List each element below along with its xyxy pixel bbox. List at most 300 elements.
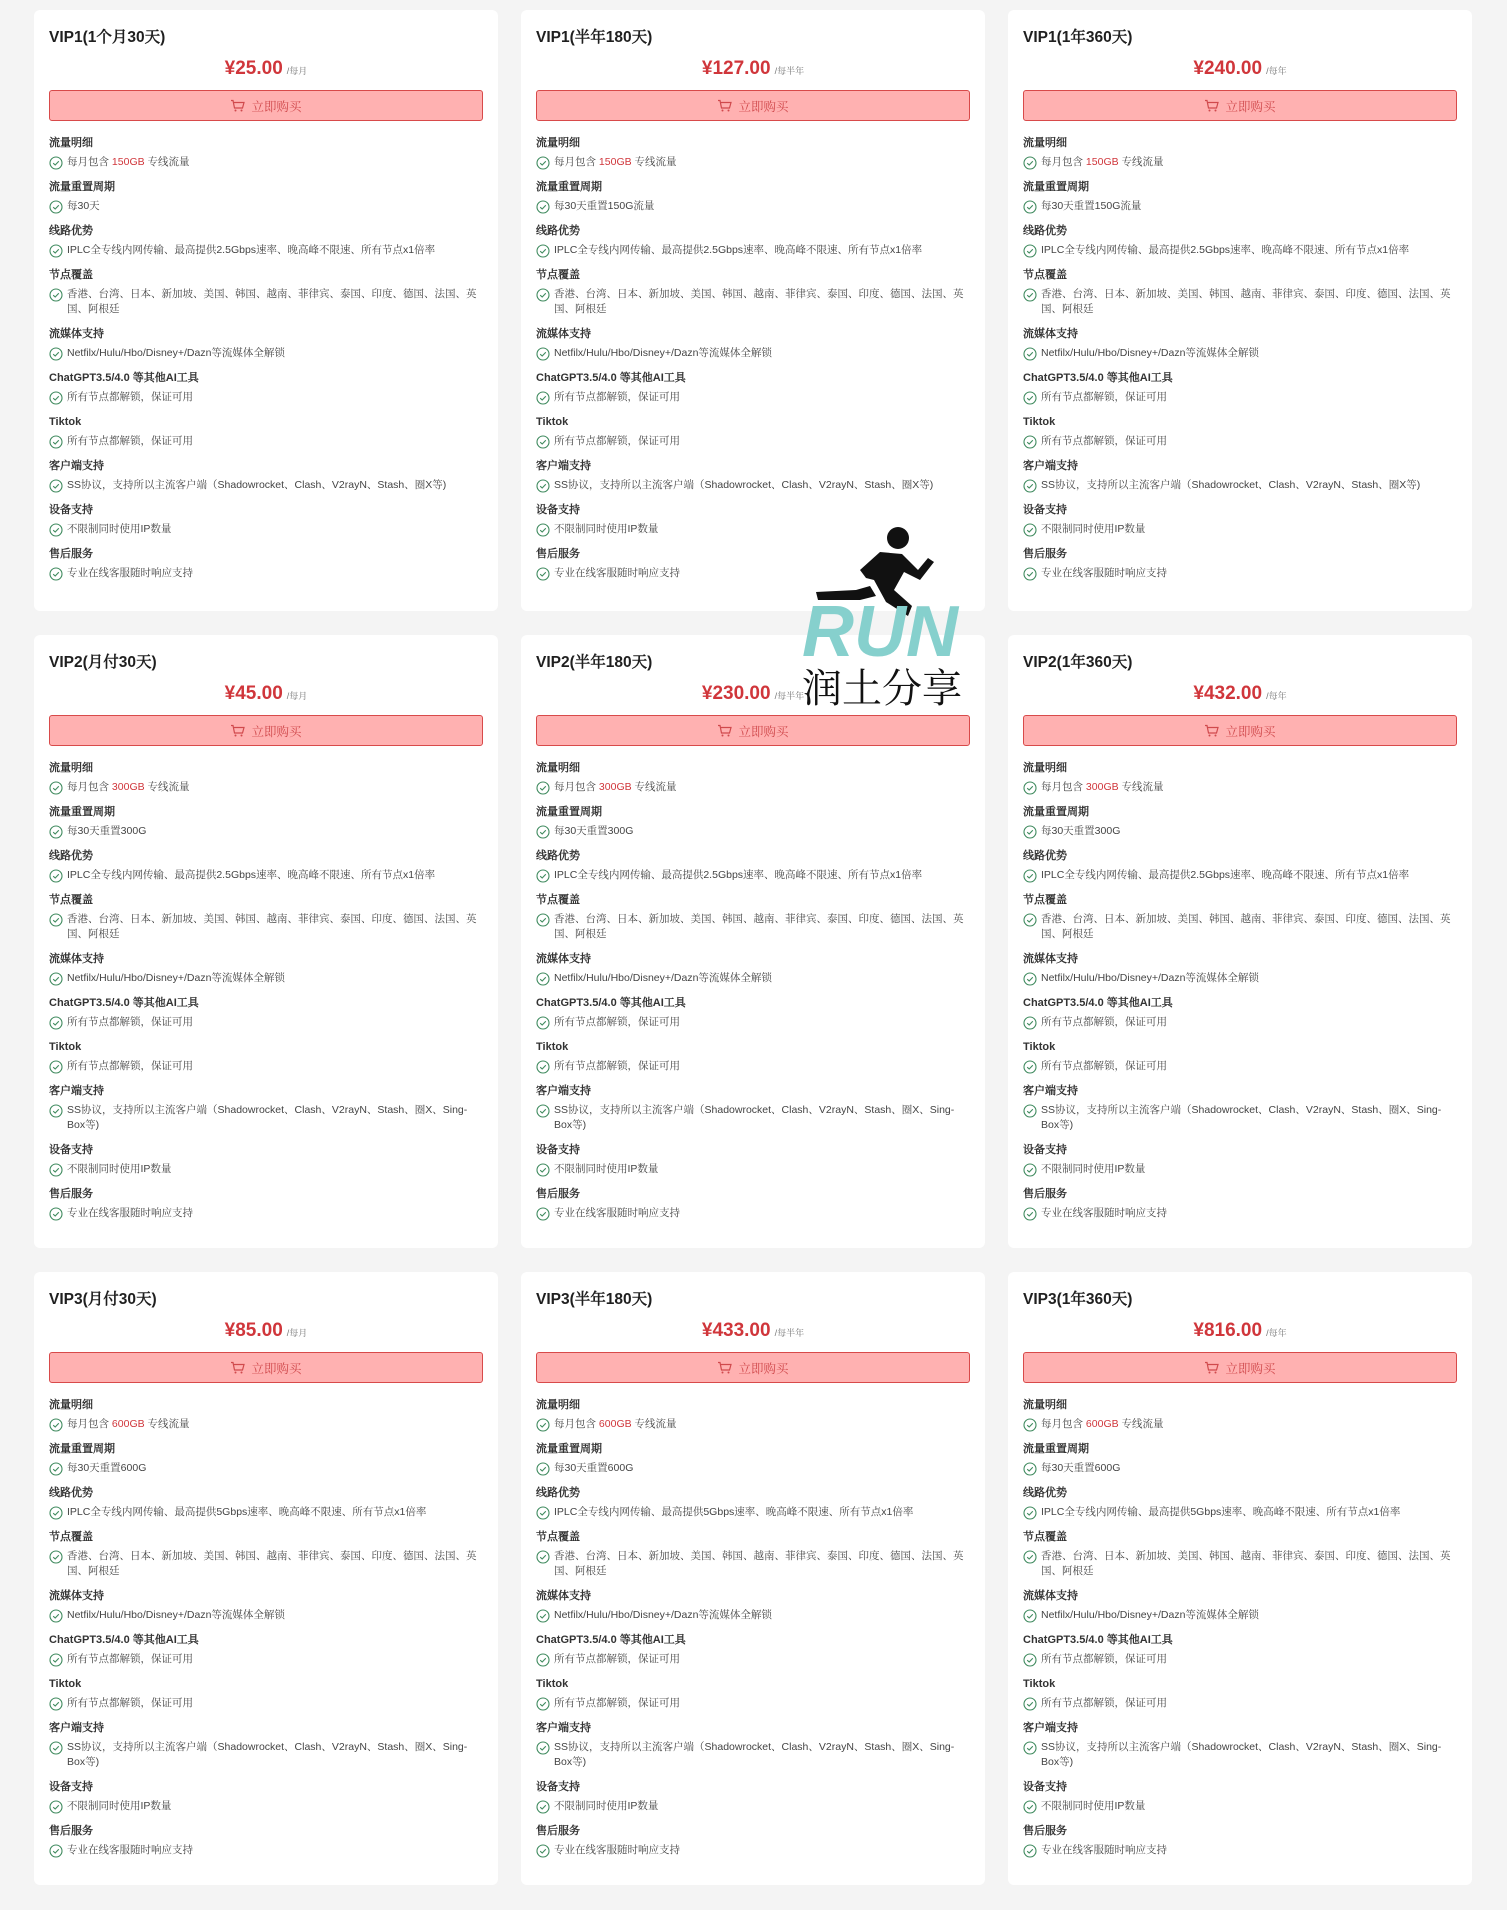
- check-circle-icon: [49, 1163, 63, 1177]
- feature-heading: 流媒体支持: [1023, 328, 1078, 340]
- feature-text: Netfilx/Hulu/Hbo/Disney+/Dazn等流媒体全解锁: [554, 347, 772, 359]
- plan-title: VIP2(1年360天): [1023, 654, 1133, 671]
- feature-item: [49, 969, 483, 993]
- plan-card: [521, 1272, 985, 1885]
- check-circle-icon: [49, 1506, 63, 1520]
- check-circle-icon: [49, 1844, 63, 1858]
- feature-item: [1023, 866, 1457, 890]
- price-row: [49, 1320, 483, 1350]
- feature-item: [536, 476, 970, 500]
- check-circle-icon: [1023, 1104, 1037, 1118]
- feature-text: 不限制同时使用IP数量: [1041, 1163, 1146, 1175]
- feature-item: [49, 910, 483, 949]
- buy-button[interactable]: [1023, 715, 1457, 746]
- feature-item: [49, 1797, 483, 1821]
- cart-icon: [1204, 724, 1219, 737]
- check-circle-icon: [49, 479, 63, 493]
- feature-text: 香港、台湾、日本、新加坡、美国、韩国、越南、菲律宾、泰国、印度、德国、法国、英国、阿根廷: [554, 288, 964, 315]
- check-circle-icon: [1023, 435, 1037, 449]
- buy-button-label: 立即购买: [738, 1361, 789, 1376]
- feature-item: [1023, 1459, 1457, 1483]
- check-circle-icon: [536, 1207, 550, 1221]
- feature-heading: 流量明细: [49, 137, 93, 149]
- check-circle-icon: [49, 1016, 63, 1030]
- traffic-prefix: 每月包含: [67, 156, 112, 168]
- feature-heading: 流量重置周期: [536, 181, 602, 193]
- feature-item: [49, 822, 483, 846]
- feature-text: 每30天重置600G: [554, 1462, 634, 1474]
- plan-price: ¥816.00: [1193, 1320, 1263, 1341]
- feature-heading: 客户端支持: [1023, 1722, 1078, 1734]
- check-circle-icon: [536, 1697, 550, 1711]
- feature-heading: 线路优势: [49, 1487, 93, 1499]
- feature-text: [1041, 1417, 1164, 1432]
- feature-text: 所有节点都解锁，保证可用: [67, 1697, 193, 1709]
- feature-text: 不限制同时使用IP数量: [554, 1163, 659, 1175]
- check-circle-icon: [536, 1741, 550, 1755]
- feature-item: [1023, 1738, 1457, 1777]
- traffic-prefix: 每月包含: [67, 1418, 112, 1430]
- feature-heading: 节点覆盖: [1023, 269, 1067, 281]
- feature-heading: 流量明细: [536, 1399, 580, 1411]
- feature-heading: 节点覆盖: [536, 1531, 580, 1543]
- feature-item: [49, 285, 483, 324]
- traffic-suffix: 专线流量: [631, 1418, 677, 1430]
- feature-text: 专业在线客服随时响应支持: [1041, 1207, 1167, 1219]
- feature-text: 所有节点都解锁，保证可用: [67, 1016, 193, 1028]
- feature-text: SS协议，支持所以主流客户端（Shadowrocket、Clash、V2rayN、Stash、圈X、Sing-Box等): [1041, 1741, 1442, 1768]
- feature-item: [1023, 1101, 1457, 1140]
- check-circle-icon: [1023, 347, 1037, 361]
- feature-item: [1023, 822, 1457, 846]
- plan-card: [521, 635, 985, 1248]
- price-row: [49, 683, 483, 713]
- feature-heading: 设备支持: [536, 1781, 580, 1793]
- plan-price: ¥240.00: [1193, 58, 1263, 79]
- feature-item: [536, 153, 970, 177]
- feature-item: [49, 520, 483, 544]
- feature-heading: ChatGPT3.5/4.0 等其他AI工具: [1023, 997, 1173, 1009]
- traffic-suffix: 专线流量: [144, 1418, 190, 1430]
- feature-text: 所有节点都解锁，保证可用: [1041, 1653, 1167, 1665]
- feature-heading: 设备支持: [49, 1781, 93, 1793]
- feature-heading: 客户端支持: [536, 1722, 591, 1734]
- feature-text: [554, 780, 677, 795]
- feature-item: [49, 1204, 483, 1228]
- check-circle-icon: [536, 972, 550, 986]
- traffic-suffix: 专线流量: [144, 156, 190, 168]
- feature-text: 每30天重置300G: [67, 825, 147, 837]
- plan-title: VIP1(1个月30天): [49, 29, 166, 46]
- feature-text: 不限制同时使用IP数量: [67, 523, 172, 535]
- plan-title: VIP1(1年360天): [1023, 29, 1133, 46]
- traffic-prefix: 每月包含: [1041, 156, 1086, 168]
- feature-item: [1023, 476, 1457, 500]
- feature-heading: 售后服务: [1023, 548, 1067, 560]
- feature-item: [1023, 969, 1457, 993]
- feature-item: [1023, 1204, 1457, 1228]
- feature-item: [536, 1841, 970, 1865]
- traffic-amount: 600GB: [111, 1418, 145, 1430]
- check-circle-icon: [49, 1609, 63, 1623]
- check-circle-icon: [1023, 523, 1037, 537]
- feature-text: 所有节点都解锁，保证可用: [67, 435, 193, 447]
- feature-heading: 流量重置周期: [1023, 1443, 1089, 1455]
- feature-heading: 节点覆盖: [536, 894, 580, 906]
- traffic-amount: 300GB: [1085, 781, 1119, 793]
- feature-item: [49, 1841, 483, 1865]
- feature-item: [49, 153, 483, 177]
- feature-heading: 节点覆盖: [536, 269, 580, 281]
- buy-button[interactable]: [1023, 1352, 1457, 1383]
- feature-item: [49, 1013, 483, 1037]
- check-circle-icon: [536, 781, 550, 795]
- plan-price: ¥433.00: [701, 1320, 771, 1341]
- feature-text: [67, 780, 190, 795]
- feature-list: [1023, 1395, 1457, 1865]
- traffic-suffix: 专线流量: [1118, 1418, 1164, 1430]
- check-circle-icon: [536, 1550, 550, 1564]
- check-circle-icon: [536, 869, 550, 883]
- traffic-suffix: 专线流量: [1118, 156, 1164, 168]
- feature-text: 每30天重置150G流量: [554, 200, 655, 212]
- feature-heading: 流量重置周期: [536, 1443, 602, 1455]
- feature-text: 所有节点都解锁，保证可用: [1041, 1016, 1167, 1028]
- feature-item: [49, 197, 483, 221]
- feature-item: [536, 1547, 970, 1586]
- feature-item: [1023, 197, 1457, 221]
- feature-heading: 流量明细: [536, 762, 580, 774]
- check-circle-icon: [49, 869, 63, 883]
- traffic-amount: 600GB: [598, 1418, 632, 1430]
- check-circle-icon: [536, 200, 550, 214]
- traffic-prefix: 每月包含: [554, 1418, 599, 1430]
- feature-text: 专业在线客服随时响应支持: [554, 567, 680, 579]
- feature-list: [536, 758, 970, 1228]
- traffic-amount: 150GB: [111, 156, 145, 168]
- check-circle-icon: [1023, 1800, 1037, 1814]
- check-circle-icon: [49, 1741, 63, 1755]
- feature-text: 专业在线客服随时响应支持: [554, 1207, 680, 1219]
- feature-heading: ChatGPT3.5/4.0 等其他AI工具: [1023, 1634, 1173, 1646]
- feature-heading: Tiktok: [536, 1678, 569, 1690]
- feature-item: [49, 1160, 483, 1184]
- check-circle-icon: [49, 156, 63, 170]
- feature-heading: Tiktok: [536, 416, 569, 428]
- feature-heading: 设备支持: [1023, 1144, 1067, 1156]
- feature-text: SS协议，支持所以主流客户端（Shadowrocket、Clash、V2rayN、Stash、圈X、Sing-Box等): [554, 1741, 955, 1768]
- feature-text: [67, 1417, 190, 1432]
- check-circle-icon: [49, 244, 63, 258]
- feature-text: 香港、台湾、日本、新加坡、美国、韩国、越南、菲律宾、泰国、印度、德国、法国、英国、阿根廷: [554, 913, 964, 940]
- feature-item: [49, 1606, 483, 1630]
- buy-button[interactable]: [49, 1352, 483, 1383]
- feature-item: [1023, 564, 1457, 588]
- feature-item: [1023, 1057, 1457, 1081]
- feature-heading: 客户端支持: [49, 460, 104, 472]
- feature-text: 不限制同时使用IP数量: [67, 1163, 172, 1175]
- plan-period: /每月: [286, 66, 308, 76]
- feature-text: IPLC全专线内网传输、最高提供2.5Gbps速率、晚高峰不限速、所有节点x1倍率: [554, 244, 923, 256]
- feature-heading: ChatGPT3.5/4.0 等其他AI工具: [49, 372, 199, 384]
- feature-heading: 线路优势: [49, 850, 93, 862]
- cart-icon: [717, 99, 732, 112]
- feature-heading: 客户端支持: [1023, 1085, 1078, 1097]
- feature-text: [1041, 780, 1164, 795]
- check-circle-icon: [49, 567, 63, 581]
- feature-heading: 售后服务: [536, 1825, 580, 1837]
- feature-text: IPLC全专线内网传输、最高提供2.5Gbps速率、晚高峰不限速、所有节点x1倍率: [1041, 244, 1410, 256]
- check-circle-icon: [1023, 1418, 1037, 1432]
- traffic-prefix: 每月包含: [67, 781, 112, 793]
- traffic-prefix: 每月包含: [554, 781, 599, 793]
- plan-price: ¥432.00: [1193, 683, 1263, 704]
- watermark-logo: [800, 518, 985, 708]
- feature-text: 所有节点都解锁，保证可用: [554, 1653, 680, 1665]
- feature-heading: 设备支持: [49, 1144, 93, 1156]
- feature-item: [536, 866, 970, 890]
- feature-text: 香港、台湾、日本、新加坡、美国、韩国、越南、菲律宾、泰国、印度、德国、法国、英国、阿根廷: [554, 1550, 964, 1577]
- plan-title: VIP3(月付30天): [49, 1291, 157, 1308]
- feature-heading: 流量明细: [536, 137, 580, 149]
- check-circle-icon: [536, 1060, 550, 1074]
- feature-text: [67, 155, 190, 170]
- feature-item: [536, 778, 970, 802]
- feature-text: IPLC全专线内网传输、最高提供5Gbps速率、晚高峰不限速、所有节点x1倍率: [67, 1506, 427, 1518]
- check-circle-icon: [1023, 1741, 1037, 1755]
- feature-item: [536, 285, 970, 324]
- feature-text: 所有节点都解锁，保证可用: [1041, 435, 1167, 447]
- feature-heading: ChatGPT3.5/4.0 等其他AI工具: [1023, 372, 1173, 384]
- feature-item: [536, 1503, 970, 1527]
- feature-text: Netfilx/Hulu/Hbo/Disney+/Dazn等流媒体全解锁: [1041, 972, 1259, 984]
- feature-text: 专业在线客服随时响应支持: [67, 1207, 193, 1219]
- feature-item: [49, 1459, 483, 1483]
- check-circle-icon: [49, 1104, 63, 1118]
- feature-item: [536, 1101, 970, 1140]
- feature-heading: 线路优势: [536, 225, 580, 237]
- feature-heading: 客户端支持: [49, 1085, 104, 1097]
- feature-text: 专业在线客服随时响应支持: [67, 1844, 193, 1856]
- check-circle-icon: [49, 288, 63, 302]
- feature-item: [1023, 285, 1457, 324]
- feature-heading: 节点覆盖: [49, 1531, 93, 1543]
- buy-button[interactable]: [536, 715, 970, 746]
- feature-heading: 售后服务: [49, 548, 93, 560]
- feature-text: Netfilx/Hulu/Hbo/Disney+/Dazn等流媒体全解锁: [554, 1609, 772, 1621]
- check-circle-icon: [536, 244, 550, 258]
- check-circle-icon: [1023, 869, 1037, 883]
- feature-text: 所有节点都解锁，保证可用: [1041, 1697, 1167, 1709]
- plan-card: [1008, 10, 1472, 611]
- watermark-word: RUN: [802, 592, 958, 672]
- buy-button[interactable]: [49, 715, 483, 746]
- check-circle-icon: [1023, 1016, 1037, 1030]
- feature-text: 所有节点都解锁，保证可用: [554, 1697, 680, 1709]
- feature-text: 专业在线客服随时响应支持: [67, 567, 193, 579]
- feature-heading: 客户端支持: [536, 1085, 591, 1097]
- feature-item: [49, 432, 483, 456]
- buy-button-label: 立即购买: [1225, 1361, 1276, 1376]
- check-circle-icon: [49, 200, 63, 214]
- check-circle-icon: [49, 913, 63, 927]
- feature-item: [49, 476, 483, 500]
- feature-heading: ChatGPT3.5/4.0 等其他AI工具: [536, 1634, 686, 1646]
- check-circle-icon: [1023, 1609, 1037, 1623]
- check-circle-icon: [1023, 1207, 1037, 1221]
- plan-title: VIP3(1年360天): [1023, 1291, 1133, 1308]
- feature-text: Netfilx/Hulu/Hbo/Disney+/Dazn等流媒体全解锁: [67, 1609, 285, 1621]
- check-circle-icon: [1023, 913, 1037, 927]
- buy-button-label: 立即购买: [251, 724, 302, 739]
- price-row: [536, 1320, 970, 1350]
- feature-heading: Tiktok: [1023, 1041, 1056, 1053]
- feature-heading: 流媒体支持: [49, 1590, 104, 1602]
- feature-heading: 线路优势: [536, 850, 580, 862]
- check-circle-icon: [536, 913, 550, 927]
- traffic-suffix: 专线流量: [144, 781, 190, 793]
- check-circle-icon: [536, 1462, 550, 1476]
- plan-title: VIP2(月付30天): [49, 654, 157, 671]
- feature-item: [536, 1797, 970, 1821]
- feature-text: 不限制同时使用IP数量: [554, 523, 659, 535]
- check-circle-icon: [1023, 1697, 1037, 1711]
- feature-text: 香港、台湾、日本、新加坡、美国、韩国、越南、菲律宾、泰国、印度、德国、法国、英国、阿根廷: [1041, 288, 1451, 315]
- plan-card: [34, 635, 498, 1248]
- feature-text: 每30天: [67, 200, 100, 212]
- feature-text: 香港、台湾、日本、新加坡、美国、韩国、越南、菲律宾、泰国、印度、德国、法国、英国、阿根廷: [1041, 1550, 1451, 1577]
- plan-period: /每半年: [774, 691, 805, 701]
- feature-item: [49, 1694, 483, 1718]
- feature-heading: 流量明细: [1023, 762, 1067, 774]
- feature-text: Netfilx/Hulu/Hbo/Disney+/Dazn等流媒体全解锁: [67, 347, 285, 359]
- plan-period: /每月: [286, 691, 308, 701]
- feature-item: [49, 241, 483, 265]
- feature-heading: 流量重置周期: [1023, 181, 1089, 193]
- check-circle-icon: [49, 523, 63, 537]
- feature-heading: 客户端支持: [49, 1722, 104, 1734]
- feature-text: Netfilx/Hulu/Hbo/Disney+/Dazn等流媒体全解锁: [1041, 1609, 1259, 1621]
- feature-text: 香港、台湾、日本、新加坡、美国、韩国、越南、菲律宾、泰国、印度、德国、法国、英国、阿根廷: [1041, 913, 1451, 940]
- feature-text: 所有节点都解锁，保证可用: [554, 1060, 680, 1072]
- feature-item: [1023, 1606, 1457, 1630]
- traffic-amount: 600GB: [1085, 1418, 1119, 1430]
- feature-text: 所有节点都解锁，保证可用: [554, 391, 680, 403]
- price-row: [1023, 58, 1457, 88]
- traffic-amount: 150GB: [598, 156, 632, 168]
- feature-text: 专业在线客服随时响应支持: [1041, 1844, 1167, 1856]
- feature-text: 每30天重置600G: [1041, 1462, 1121, 1474]
- check-circle-icon: [536, 1104, 550, 1118]
- check-circle-icon: [536, 567, 550, 581]
- cart-icon: [230, 724, 245, 737]
- feature-heading: 售后服务: [536, 1188, 580, 1200]
- feature-heading: 设备支持: [536, 504, 580, 516]
- traffic-amount: 300GB: [111, 781, 145, 793]
- check-circle-icon: [536, 156, 550, 170]
- check-circle-icon: [536, 523, 550, 537]
- feature-heading: 售后服务: [1023, 1188, 1067, 1200]
- check-circle-icon: [1023, 244, 1037, 258]
- check-circle-icon: [536, 479, 550, 493]
- plan-price: ¥230.00: [701, 683, 771, 704]
- feature-item: [536, 969, 970, 993]
- feature-text: 香港、台湾、日本、新加坡、美国、韩国、越南、菲律宾、泰国、印度、德国、法国、英国、阿根廷: [67, 913, 477, 940]
- feature-item: [49, 344, 483, 368]
- feature-text: SS协议，支持所以主流客户端（Shadowrocket、Clash、V2rayN、Stash、圈X等): [67, 479, 447, 491]
- feature-item: [536, 1694, 970, 1718]
- feature-item: [1023, 1013, 1457, 1037]
- plan-card: [34, 10, 498, 611]
- feature-text: 不限制同时使用IP数量: [1041, 523, 1146, 535]
- feature-text: Netfilx/Hulu/Hbo/Disney+/Dazn等流媒体全解锁: [554, 972, 772, 984]
- check-circle-icon: [1023, 288, 1037, 302]
- feature-text: SS协议，支持所以主流客户端（Shadowrocket、Clash、V2rayN、Stash、圈X等): [554, 479, 934, 491]
- feature-text: [554, 155, 677, 170]
- plan-period: /每半年: [774, 66, 805, 76]
- feature-item: [1023, 1415, 1457, 1439]
- plan-period: /每年: [1266, 691, 1287, 701]
- feature-item: [536, 241, 970, 265]
- traffic-amount: 150GB: [1085, 156, 1119, 168]
- check-circle-icon: [536, 1418, 550, 1432]
- feature-text: 所有节点都解锁，保证可用: [554, 435, 680, 447]
- feature-heading: Tiktok: [49, 416, 82, 428]
- plan-title: VIP2(半年180天): [536, 654, 653, 671]
- buy-button[interactable]: [49, 90, 483, 121]
- feature-item: [536, 822, 970, 846]
- check-circle-icon: [1023, 1462, 1037, 1476]
- feature-item: [1023, 910, 1457, 949]
- cart-icon: [1204, 1361, 1219, 1374]
- price-row: [536, 58, 970, 88]
- buy-button[interactable]: [536, 90, 970, 121]
- plan-price: ¥127.00: [701, 58, 771, 79]
- feature-text: 不限制同时使用IP数量: [1041, 1800, 1146, 1812]
- feature-item: [1023, 1503, 1457, 1527]
- feature-heading: 售后服务: [49, 1825, 93, 1837]
- check-circle-icon: [536, 347, 550, 361]
- traffic-suffix: 专线流量: [631, 781, 677, 793]
- buy-button-label: 立即购买: [738, 724, 789, 739]
- price-row: [1023, 683, 1457, 713]
- feature-heading: 售后服务: [1023, 1825, 1067, 1837]
- feature-heading: ChatGPT3.5/4.0 等其他AI工具: [49, 997, 199, 1009]
- feature-text: IPLC全专线内网传输、最高提供2.5Gbps速率、晚高峰不限速、所有节点x1倍率: [554, 869, 923, 881]
- buy-button[interactable]: [1023, 90, 1457, 121]
- feature-text: SS协议，支持所以主流客户端（Shadowrocket、Clash、V2rayN、Stash、圈X、Sing-Box等): [67, 1741, 468, 1768]
- feature-text: 所有节点都解锁，保证可用: [1041, 1060, 1167, 1072]
- feature-heading: 流量重置周期: [49, 181, 115, 193]
- plan-period: /每月: [286, 1328, 308, 1338]
- check-circle-icon: [536, 435, 550, 449]
- feature-text: 所有节点都解锁，保证可用: [67, 1653, 193, 1665]
- feature-item: [536, 1160, 970, 1184]
- buy-button-label: 立即购买: [251, 1361, 302, 1376]
- plan-card: [1008, 1272, 1472, 1885]
- feature-heading: ChatGPT3.5/4.0 等其他AI工具: [536, 997, 686, 1009]
- feature-text: IPLC全专线内网传输、最高提供2.5Gbps速率、晚高峰不限速、所有节点x1倍率: [67, 244, 436, 256]
- feature-text: [554, 1417, 677, 1432]
- buy-button[interactable]: [536, 1352, 970, 1383]
- check-circle-icon: [49, 781, 63, 795]
- plan-price: ¥25.00: [224, 58, 283, 79]
- feature-item: [1023, 520, 1457, 544]
- feature-heading: 流媒体支持: [536, 953, 591, 965]
- check-circle-icon: [536, 391, 550, 405]
- buy-button-label: 立即购买: [1225, 724, 1276, 739]
- check-circle-icon: [49, 1697, 63, 1711]
